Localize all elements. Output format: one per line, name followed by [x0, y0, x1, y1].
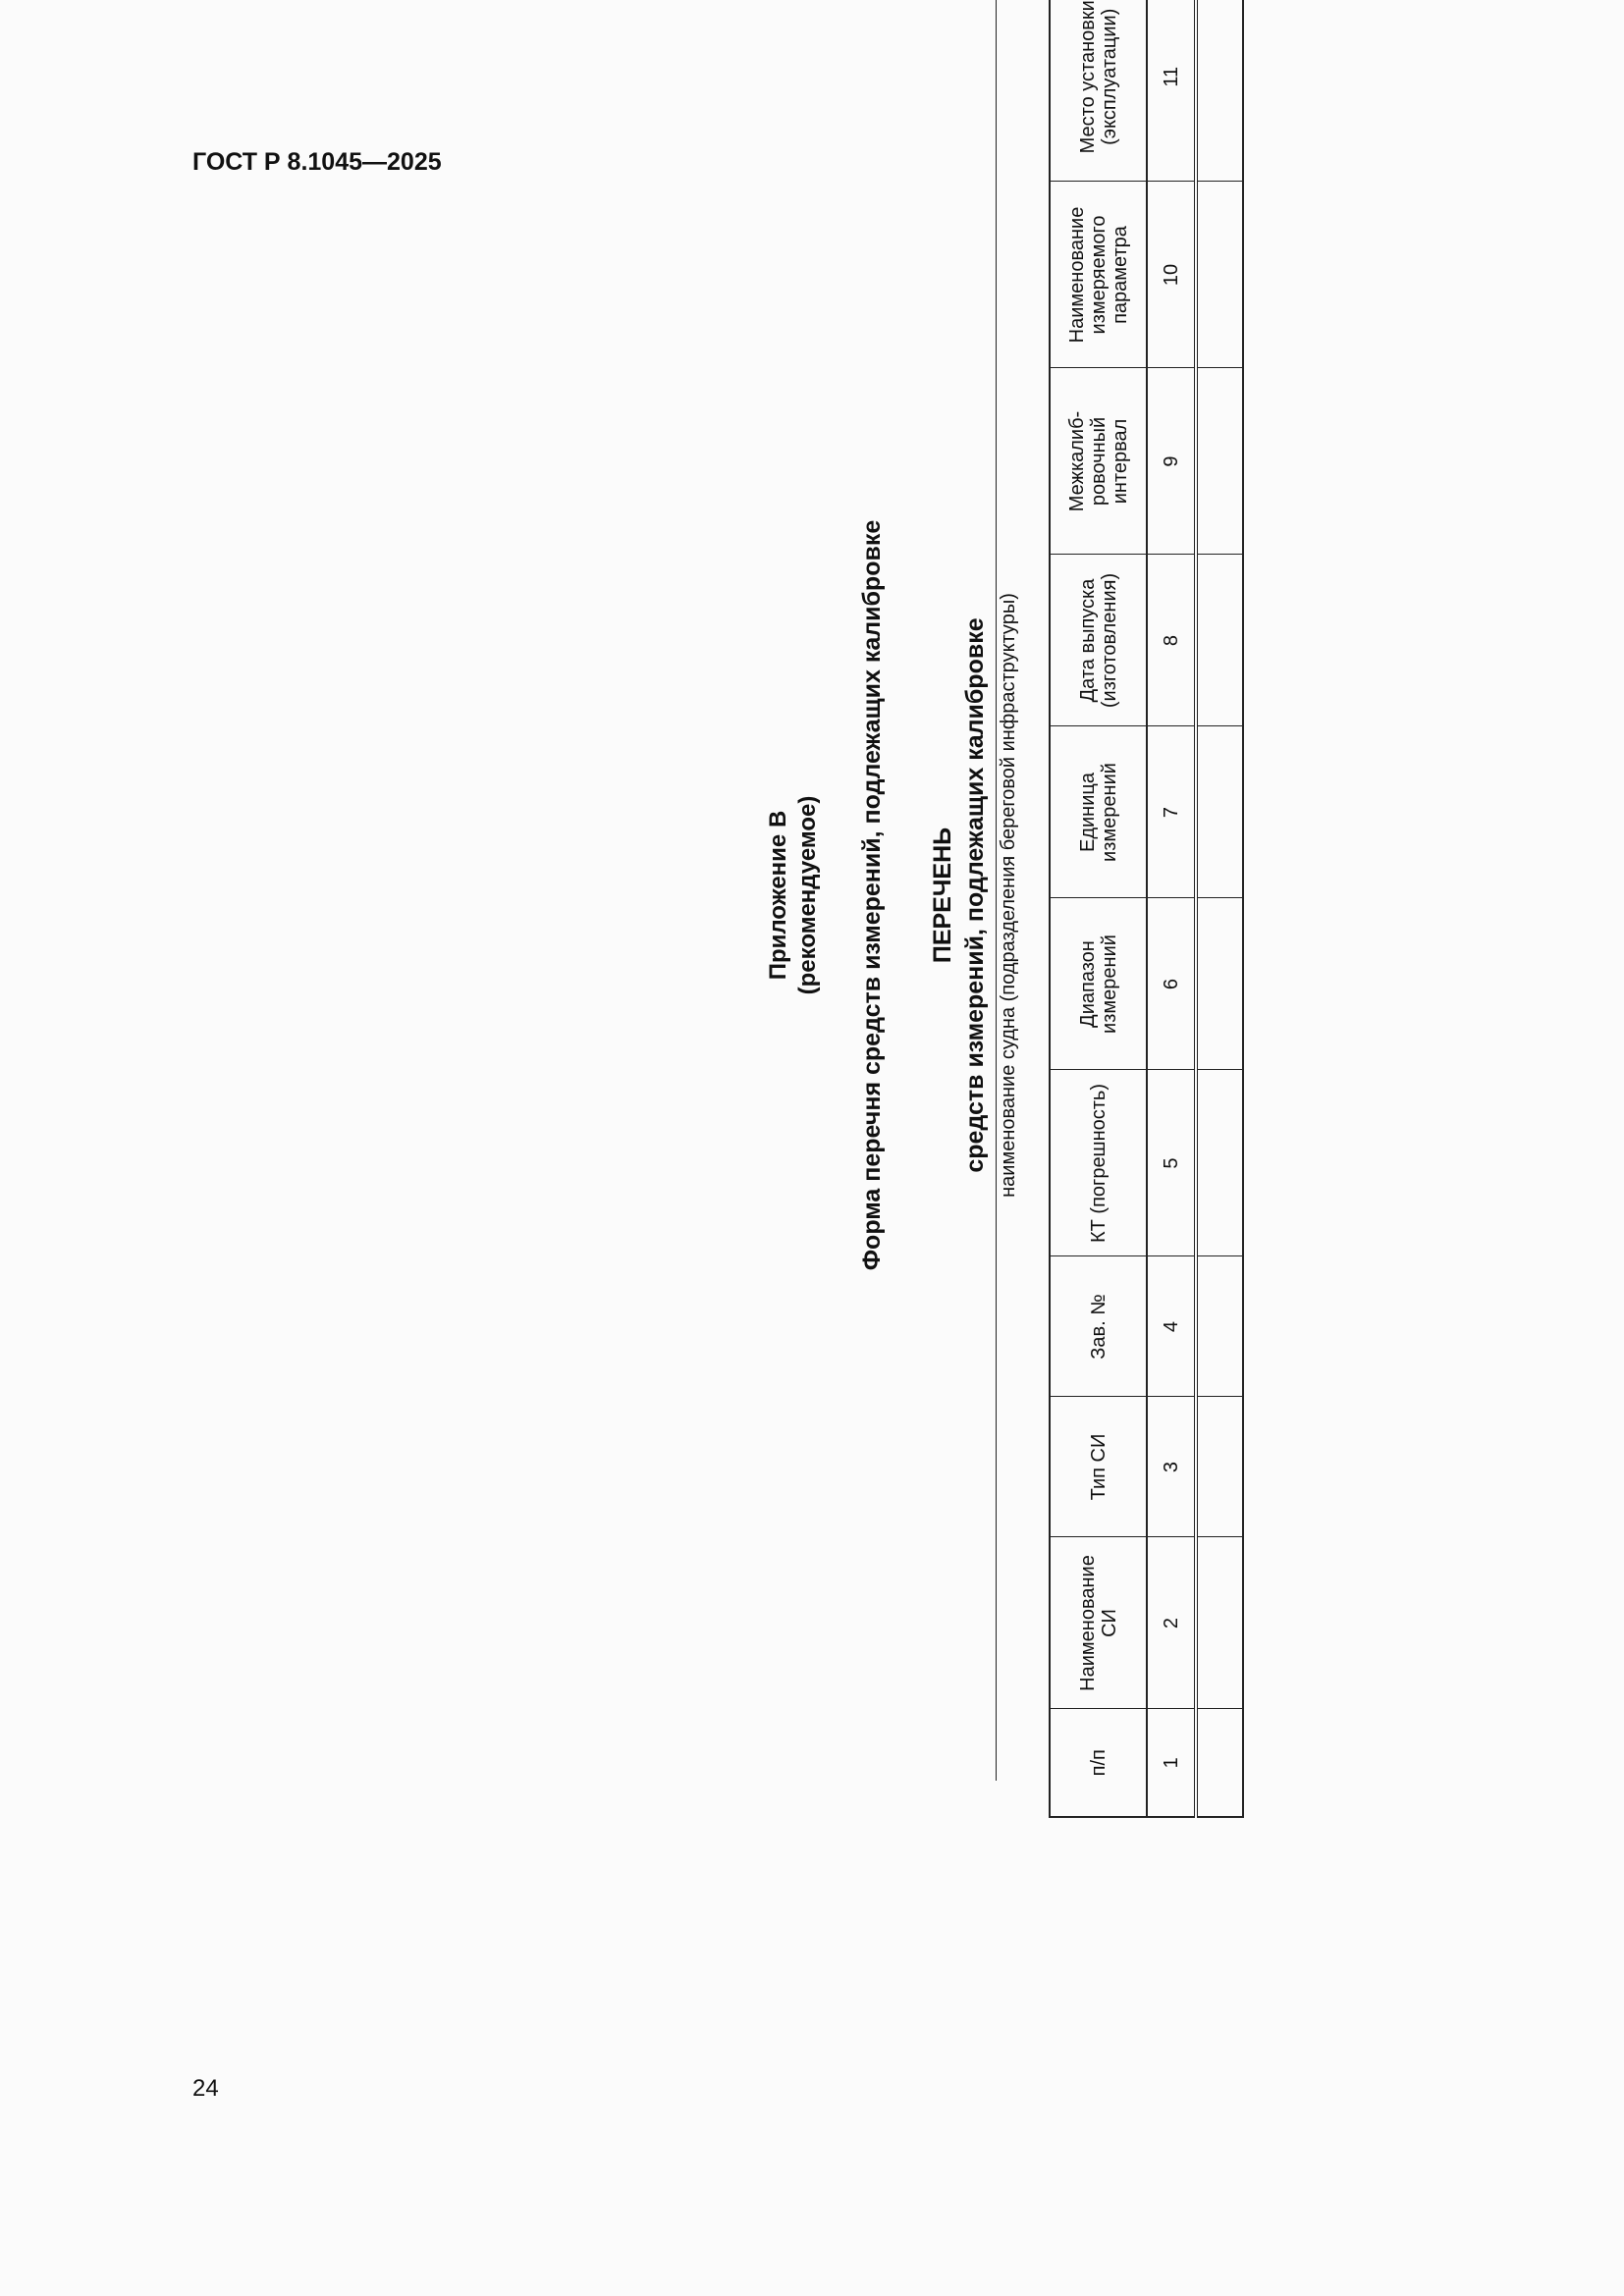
- annex-title: Приложение В: [765, 810, 791, 981]
- header-cell: Тип СИ: [1050, 1397, 1147, 1537]
- empty-cell: [1196, 726, 1243, 898]
- list-heading: [927, 0, 992, 1818]
- column-number: 8: [1147, 555, 1196, 726]
- header-cell: Диапазон измерений: [1050, 898, 1147, 1070]
- column-number: 4: [1147, 1256, 1196, 1397]
- empty-cell: [1196, 1397, 1243, 1537]
- empty-cell: [1196, 898, 1243, 1070]
- header-cell: Место установки (эксплуатации): [1050, 0, 1147, 182]
- header-cell: п/п: [1050, 1709, 1147, 1817]
- page-number: 24: [192, 2075, 219, 2102]
- column-number: 1: [1147, 1709, 1196, 1817]
- column-number: 3: [1147, 1397, 1196, 1537]
- column-number: 9: [1147, 368, 1196, 555]
- header-cell: Единица измерений: [1050, 726, 1147, 898]
- empty-cell: [1196, 0, 1243, 182]
- form-title: Форма перечня средств измерений, подлежащих калибровке: [858, 519, 886, 1271]
- column-number-row: [1147, 0, 1196, 1817]
- instruments-table: [1049, 0, 1244, 1818]
- rotated-form: [764, 0, 1284, 1818]
- list-subtitle: средств измерений, подлежащих калибровке: [961, 617, 989, 1173]
- header-cell: Наименование СИ: [1050, 1537, 1147, 1709]
- column-number: 11: [1147, 0, 1196, 182]
- empty-cell: [1196, 1256, 1243, 1397]
- column-number: 7: [1147, 726, 1196, 898]
- empty-cell: [1196, 555, 1243, 726]
- table-header-row: [1050, 0, 1147, 1817]
- empty-cell: [1196, 368, 1243, 555]
- header-cell: Наименование измеряемого параметра: [1050, 182, 1147, 368]
- standard-code: ГОСТ Р 8.1045—2025: [192, 148, 442, 176]
- column-number: 10: [1147, 182, 1196, 368]
- empty-cell: [1196, 1070, 1243, 1256]
- header-cell: Зав. №: [1050, 1256, 1147, 1397]
- empty-data-row: [1196, 0, 1243, 1817]
- empty-cell: [1196, 1709, 1243, 1817]
- empty-cell: [1196, 182, 1243, 368]
- vessel-name-line: [992, 0, 997, 1781]
- header-cell: КТ (погрешность): [1050, 1070, 1147, 1256]
- annex-status: (рекомендуемое): [794, 795, 821, 995]
- header-cell: Межкалиб-ровочный интервал: [1050, 368, 1147, 555]
- list-title: ПЕРЕЧЕНЬ: [929, 827, 956, 964]
- column-number: 2: [1147, 1537, 1196, 1709]
- empty-cell: [1196, 1537, 1243, 1709]
- column-number: 5: [1147, 1070, 1196, 1256]
- header-cell: Дата выпуска (изготовления): [1050, 555, 1147, 726]
- annex-heading: [764, 0, 823, 1818]
- column-number: 6: [1147, 898, 1196, 1070]
- vessel-name-caption: наименование судна (подразделения береговой инфраструктуры): [998, 593, 1019, 1198]
